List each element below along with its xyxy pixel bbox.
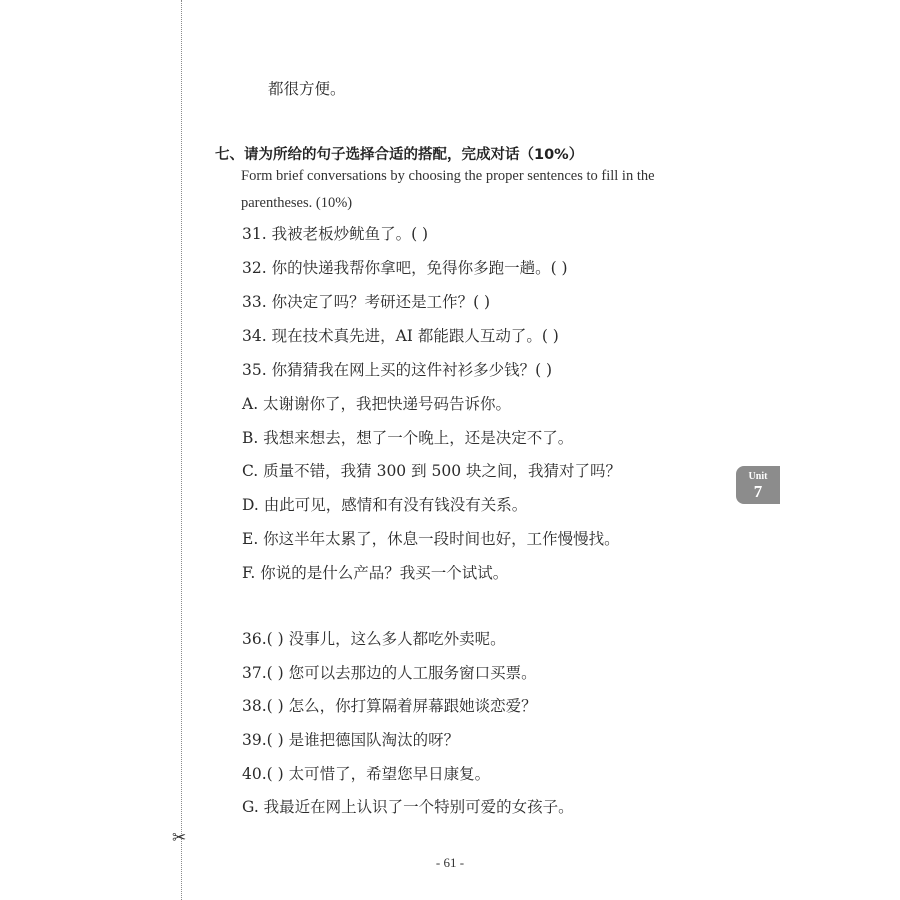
question-31: 31. 我被老板炒鱿鱼了。( ) <box>242 225 429 243</box>
question-36: 36.( ) 没事儿，这么多人都吃外卖呢。 <box>242 630 506 648</box>
instruction-line-1: Form brief conversations by choosing the proper sentences to fill in the <box>241 168 655 184</box>
option-f: F. 你说的是什么产品？我买一个试试。 <box>242 564 509 582</box>
top-line: 都很方便。 <box>268 80 346 98</box>
section-heading: 七、请为所给的句子选择合适的搭配，完成对话（10%） <box>215 147 584 163</box>
page-number: - 61 - <box>435 855 465 870</box>
question-35: 35. 你猜猜我在网上买的这件衬衫多少钱？( ) <box>242 361 553 379</box>
option-b: B. 我想来想去，想了一个晚上，还是决定不了。 <box>242 429 574 447</box>
unit-tab <box>736 466 780 504</box>
option-g: G. 我最近在网上认识了一个特别可爱的女孩子。 <box>242 798 574 816</box>
question-38: 38.( ) 怎么，你打算隔着屏幕跟她谈恋爱？ <box>242 697 537 715</box>
option-e: E. 你这半年太累了，休息一段时间也好，工作慢慢找。 <box>242 530 620 548</box>
question-39: 39.( ) 是谁把德国队淘汰的呀？ <box>242 731 460 749</box>
question-40: 40.( ) 太可惜了，希望您早日康复。 <box>242 765 491 783</box>
option-c: C. 质量不错，我猜 300 到 500 块之间，我猜对了吗？ <box>242 462 622 480</box>
unit-tab-number: 7 <box>753 482 763 501</box>
option-a: A. 太谢谢你了，我把快递号码告诉你。 <box>242 395 512 413</box>
option-d: D. 由此可见，感情和有没有钱没有关系。 <box>242 496 528 514</box>
instruction-line-2: parentheses. (10%) <box>241 195 353 211</box>
scissors-icon: ✂ <box>172 828 187 848</box>
cut-line <box>181 0 182 900</box>
question-34: 34. 现在技术真先进，AI 都能跟人互动了。( ) <box>242 327 559 345</box>
unit-tab-label: Unit <box>748 471 768 482</box>
question-33: 33. 你决定了吗？考研还是工作？( ) <box>242 293 491 311</box>
question-37: 37.( ) 您可以去那边的人工服务窗口买票。 <box>242 664 537 682</box>
question-32: 32. 你的快递我帮你拿吧，免得你多跑一趟。( ) <box>242 259 568 277</box>
